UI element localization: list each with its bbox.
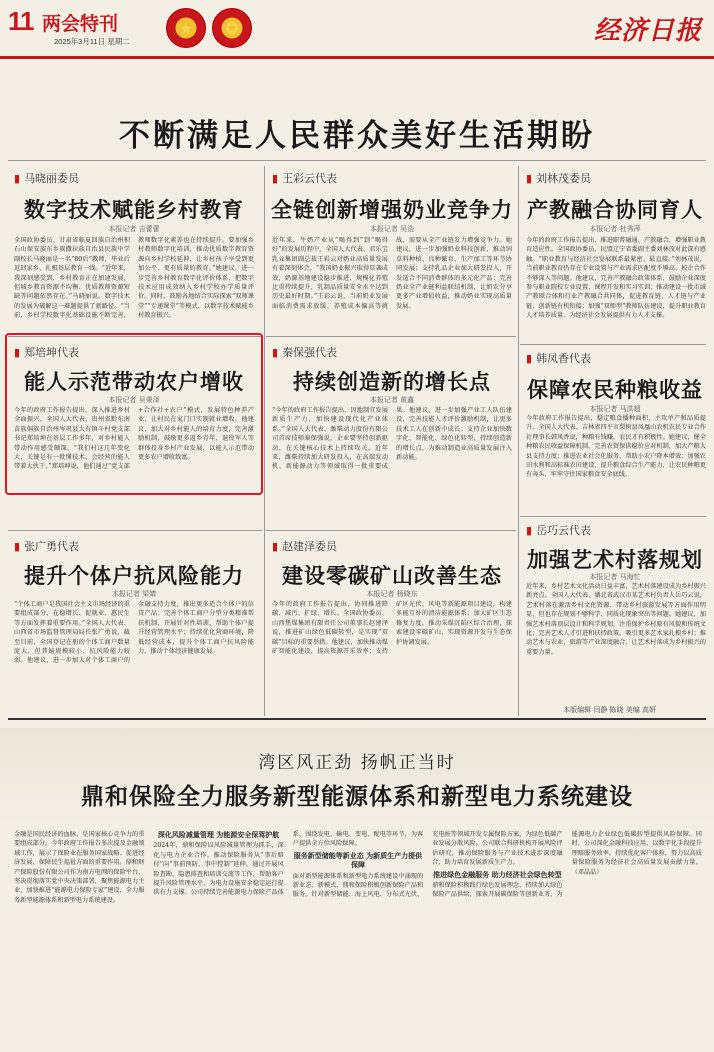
article-body: “个体工商户是我国社会主义市场经济的重要组成部分，在稳增长、促就业、惠民生等方面发挥着重要作用。”全国人大代表、山西省市场监督管理局局长张广勇说，截至目前，全国登记在册的个体工商户数量庞大，但普遍规模较小、抗风险能力较弱。他建议，进一步加大对个体工商户的金融支持力度，推出更多适合个体户的信贷产品；完善个体工商户分型分类精准帮扶机制，开展针对性培训，帮助个体户提升经营管理水平；持续优化营商环境，降低经营成本，提升个体工商户抗风险能力，推动个体经济健康发展。 bbox=[14, 601, 254, 665]
article-reporters: 本报记者 杜秀萍 bbox=[589, 225, 641, 233]
main-headline: 不断满足人民群众美好生活期盼 bbox=[119, 118, 595, 154]
column-divider bbox=[264, 166, 265, 716]
lower-paragraph: 面对新型能源体系和新型电力系统建设中涌现的新业态、新模式，鼎和保险积极创新保险产品和服务。针对新型储能、海上风电、分布式光伏、充电桩等领域开发专属保险方案，为绿色低碳产业发展分散风险。公司联合科研机构开展风险评估研究，推动保险服务与产业技术进步深度融合，助力培育发展新质生产力。 bbox=[292, 831, 563, 899]
article-member: ▮ 郑培坤代表 bbox=[14, 346, 80, 359]
article-member: ▮ 赵建泽委员 bbox=[272, 540, 338, 553]
lower-paragraph: 金融是国民经济的血脉，是国家核心竞争力的重要组成部分。今年政府工作报告多次提及金融领域工作，展示了保险业在服务国家战略、促进经济发展、保障民生福祉方面的重要作用。鼎和财产保险股份有限公司作为南方电网的保险平台，坚决贯彻落实党中央决策部署，聚焦能源电力主业，加快推进“能源电力保险专家”建设，全力服务新型能源体系和新型电力系统建设。 bbox=[14, 831, 145, 904]
article-title: 持续创造新的增长点 bbox=[293, 370, 491, 394]
article-member: ▮ 秦保强代表 bbox=[272, 346, 338, 359]
article-reporters: 本报记者 杨晓东 bbox=[366, 590, 418, 598]
article-member: ▮ 王彩云代表 bbox=[272, 172, 338, 185]
lower-article-body bbox=[14, 830, 702, 1036]
article-body: “今年的政府工作报告提出，因地制宜发展新质生产力，加快建设现代化产业体系。”全国人大代表、潍柴动力股份有限公司首席技师秦保强说，企业要坚持创新驱动，在关键核心技术上持续攻关。近年来，潍柴持续加大研发投入，在高端发动机、新能源动力等领域取得一批重要成果。他建议，进一步加强产业工人队伍建设，完善技能人才评价激励机制，让更多技术工人在创新中成长；支持企业加快数字化、智能化、绿色化转型，持续创造新的增长点，为推动制造业高质量发展注入新动能。 bbox=[272, 407, 512, 471]
section-title: 两会特刊 bbox=[42, 13, 119, 35]
row-rule bbox=[266, 336, 516, 337]
article-reporters: 本报记者 吉蕾蕾 bbox=[108, 225, 160, 233]
column-divider bbox=[518, 166, 519, 716]
lower-subhead: 推进绿色金融服务 助力经济社会绿色转型 bbox=[433, 869, 562, 879]
article-reporters: 本报记者 黄鑫 bbox=[369, 396, 415, 404]
article-member: ▮ 马晓丽委员 bbox=[14, 172, 80, 185]
page-number: 11 bbox=[8, 6, 34, 36]
article-reporters: 本报记者 梁婧 bbox=[111, 590, 157, 598]
row-rule bbox=[520, 344, 706, 345]
article-title: 保障农民种粮收益 bbox=[527, 378, 703, 402]
lower-kicker: 湾区风正劲 扬帆正当时 bbox=[258, 753, 456, 773]
article-body: 今年的政府工作报告提出，推进职普融通、产教融合，增强职业教育适应性。全国政协委员、民盟辽宁省委副主委刘林茂对此深有感触。“职业教育与经济社会发展联系最紧密、最直接。”刘林茂说，当前职业教育仍存在专业设置与产业需求匹配度不够高、校企合作不够深入等问题。他建议，完善产教融合政策体系，鼓励企业深度参与职业院校专业设置、课程开发和实习实训；推动建设一批市域产教联合体和行业产教融合共同体，促进教育链、人才链与产业链、创新链有机衔接；加强“双师型”教师队伍建设，提升职业教育人才培养质量，为经济社会发展提供有力人才支撑。 bbox=[526, 237, 706, 320]
article-body: 近年来，乡村艺术文化活动日益丰富，艺术村落建设成为乡村振兴新亮点。全国人大代表、湖北省武汉市某艺术村负责人岳巧云说，艺术村落在激活乡村文化资源、带动乡村旅游发展等方面作用明显，但也存在规划不够科学、同质化现象突出等问题。她建议，加强艺术村落顶层设计和科学规划，注重保护乡村原有风貌和传统文化；完善艺术人才引进和扶持政策，吸引更多艺术家扎根乡村；推动艺术与农业、旅游等产业深度融合，让艺术村落成为乡村振兴的重要力量。 bbox=[526, 583, 706, 656]
article-member: ▮ 韩凤香代表 bbox=[526, 352, 592, 365]
article-title: 能人示范带动农户增收 bbox=[24, 370, 244, 394]
article-title: 数字技术赋能乡村教育 bbox=[24, 198, 244, 222]
article-body: 今年政府工作报告提出，稳定粮食播种面积，主攻单产和品质提升。全国人大代表、吉林省四平市梨树县凤凰山农机农民专业合作社理事长韩凤香说，种粮有钱赚，农民才有积极性。她建议，健全种粮农民收益保障机制，完善农资保供稳价应对机制，加大产粮大县支持力度；推进农业社会化服务，帮助小农户降本增效；加强农田水利和高标准农田建设，提升粮食综合生产能力，让农民种粮更有奔头，牢牢守住国家粮食安全底线。 bbox=[526, 415, 706, 479]
row-rule bbox=[520, 516, 706, 517]
lower-headline: 鼎和保险全力服务新型能源体系和新型电力系统建设 bbox=[81, 784, 633, 810]
lower-paragraph: 鼎和保险积极践行绿色发展理念，持续加大绿色保险产品供给，探索开展碳保险等创新业务，为能源电力企业绿色低碳转型提供风险保障。同时，公司深化金融科技应用，以数字化手段提升理赔服务效率，持续优化客户体验，努力以高质量保险服务为经济社会高质量发展贡献力量。 bbox=[432, 831, 702, 899]
article-member: ▮ 刘林茂委员 bbox=[526, 172, 592, 185]
header-divider bbox=[0, 56, 714, 59]
lower-reporter: （邓晶晶） bbox=[571, 868, 603, 876]
article-member: ▮ 张广勇代表 bbox=[14, 540, 80, 553]
article-title: 产教融合协同育人 bbox=[527, 198, 703, 222]
article-body: 近年来，牛奶产业从“喝得到”到“喝得好”的发展历程中，全国人大代表、君乐宝乳业集团副总裁王彩云对奶业高质量发展有着深刻体会。“我国奶业振兴取得显著成效，奶源基地建设稳步推进，规模化养殖比重持续提升，乳制品质量安全水平达到历史最好时期。”王彩云说，当前奶业发展面临消费需求放缓、养殖成本偏高等挑战，需要从全产业链发力增强竞争力。她建议，进一步加强奶业科技创新，推动饲草料种植、良种繁育、生产加工等环节协同发展；支持乳品企业加大研发投入，开发适合不同消费群体的多元化产品；完善奶业全产业链利益联结机制，让奶农分享更多产业增值收益，推动奶业实现高质量发展。 bbox=[272, 237, 512, 310]
article-body: 今年的政府工作报告提出，深入推进乡村全面振兴。全国人大代表、贵州省黔东南苗族侗族自治州岑巩县大有镇斗村党支部书记郑培坤在基层工作多年，对乡村能人带动作用感受颇深。“我们村这几年变化大，关键是有一批懂技术、会经营的能人带着大伙干。”郑培坤说，他们通过“党支部+合作社+农户”模式，发展特色种养产业，让村民在家门口实现就业增收。他建议，加大对乡村能人的培育力度，完善激励机制，鼓励更多返乡青年、退役军人等群体投身乡村产业发展，以能人示范带动更多农户增收致富。 bbox=[14, 407, 254, 471]
article-reporters: 本报记者 马海忙 bbox=[589, 573, 641, 581]
article-body: 全国政协委员、甘肃省临夏回族自治州积石山保安族东乡族撒拉族自治县民族中学副校长马晓丽是一名“80后”教师，毕业后返回家乡，扎根基层教育一线。“近年来，我深刻感受到，乡村教育正在加速发展，但城乡教育资源不均衡、优质教师资源短缺等问题依然存在。”马晓丽说，数字技术的发展为破解这一难题提供了新路径。“当前，乡村学校数字化基础设施不断完善，教师数字化素养也在持续提升。要加强乡村教师数字化培训，推动优质数字教育资源向乡村学校延伸，让乡村孩子享受到更加公平、更有质量的教育。”她建议，进一步完善乡村教育数字化评价体系，把数字技术应用成效纳入乡村学校办学质量评价。同时，鼓励各地结合实际探索“双师课堂”“专递课堂”等模式，以数字技术赋能乡村教育振兴。 bbox=[14, 237, 254, 320]
row-rule bbox=[266, 530, 516, 531]
headline-rule bbox=[8, 160, 706, 161]
row-rule bbox=[8, 530, 262, 531]
article-member: ▮ 岳巧云代表 bbox=[526, 524, 592, 537]
lower-subhead: 服务新型储能等新业态 为新质生产力提供保障 bbox=[293, 850, 423, 870]
lower-paragraph: 2024年，鼎和保险以风险减量管理为抓手，深化与电力企业合作，推动保险服务从“事后赔付”向“事前预防、事中控制”延伸。通过开展风险查勘、隐患排查和培训交流等工作，帮助客户提升风险管理水平，为电力设施安全稳定运行提供有力支撑。公司持续完善能源电力保险产品体系，围绕发电、输电、变电、配电等环节，为客户提供全方位风险保障。 bbox=[153, 831, 424, 897]
article-title: 建设零碳矿山改善生态 bbox=[282, 564, 502, 588]
article-body: 今年的政府工作报告提出，协同推进降碳、减污、扩绿、增长。全国政协委员、山西焦煤集团有限责任公司董事长赵建泽说，推进矿山绿色低碳转型，是实现“双碳”目标的重要举措。他建议，加快推动煤矿智能化建设，提高资源开采效率；支持矿区光伏、风电等新能源项目建设，构建多能互补的清洁能源体系；加大矿区生态修复力度，推动采煤沉陷区综合治理，探索建设零碳矿山，实现资源开发与生态保护协调发展。 bbox=[272, 601, 512, 656]
cppcc-emblem-icon: ✪ bbox=[212, 8, 252, 48]
page-credits: 本版编辑 闫静 陈晓 美编 高妍 bbox=[563, 706, 656, 714]
article-reporters: 本报记者 马洪超 bbox=[589, 405, 641, 413]
article-title: 加强艺术村落规划 bbox=[527, 548, 703, 572]
national-emblem-icon: ★ bbox=[166, 8, 206, 48]
article-title: 提升个体户抗风险能力 bbox=[24, 564, 244, 588]
article-title: 全链创新增强奶业竞争力 bbox=[271, 198, 513, 222]
newspaper-masthead: 经济日报 bbox=[593, 16, 702, 46]
issue-date: 2025年3月11日 星期二 bbox=[54, 37, 130, 46]
article-reporters: 本报记者 吴秉泽 bbox=[108, 396, 160, 404]
section-divider bbox=[8, 718, 706, 720]
article-reporters: 本报记者 吴浩 bbox=[369, 225, 415, 233]
lower-subhead: 深化风险减量管理 为能源安全保驾护航 bbox=[157, 830, 280, 839]
